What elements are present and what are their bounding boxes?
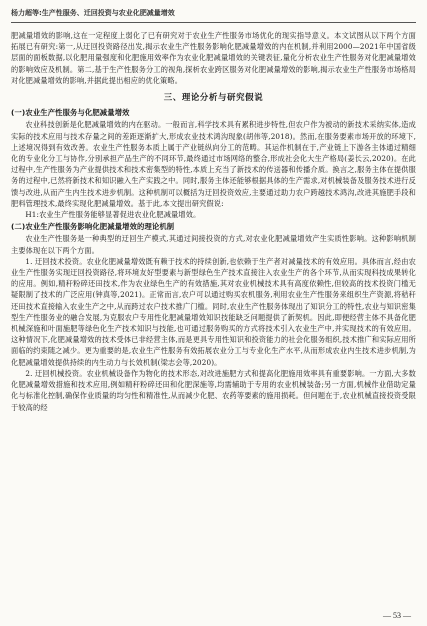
intro-paragraph: 肥减量增效的影响,这在一定程度上弱化了已有研究对于农业生产性服务市场优化的现实指导意义。本文试图从以下两个方面拓展已有研究:第一,从迂回投资路径出发,揭示农业生产性服务影响化肥减量增效的内在机制,并利用2000—2021年中国省级层面的面板数据,以化肥用量强度和化肥施用效率作为农业化肥减量增效的关键表征,量化分析农业生产性服务对化肥减量增效的影响效应及机制。第二,基于生产性服务分工的视角,探析农业跨区服务对化肥减量增效的影响,揭示农业生产性服务市场格局对化肥减量增效的影响,并据此提出相应的优化策略。 xyxy=(11,31,416,85)
header-divider xyxy=(11,22,416,23)
mechanism-paragraph-1: 1. 迂回技术投资。农业化肥减量增效既有赖于技术的持续创新,也依赖于生产者对减量技术的有效应用。具体而言,经由农业生产性服务实现迂回投资路径,将环境友好型要素与新型绿色生产技术直接注入农业生产的各个环节,从而实现科技成果转化的应用。例如,精秆粉碎还田技术,作为农业绿色生产的有效措施,其对农业机械技术具有高度依赖性,但较高的技术投资门槛无疑限制了技术的广泛应用(钟真等,2021)。正常而言,农户可以通过购买农机服务,利用农业生产性服务来组织生产资源,将秸秆还田技术直接输入农业生产之中,从而跨过农户技术推广门槛。同时,农业生产性服务体现出了知识分工的特性,农业与知识密集型生产性服务业的融合发展,为克服农户专用性化肥减量增效知识技能缺乏问题提供了新契机。因此,即便经营主体不具备化肥机械深施和叶面施肥等绿色化生产技术知识与技能,也可通过服务购买的方式将技术引入农业生产中,并实现技术的有效应用。这种情况下,化肥减量增效的技术受体已非经营主体,而是更具专用性知识和投资能力的社会化服务组织,技术推广和实际应用所面临的约束随之减少。更为重要的是,农业生产性服务有效拓展农业分工与专业化生产水平,从而形成农业内生技术进步机制,为化肥减量增效提供持续的内生动力与长效机制(梁志会等,2020)。 xyxy=(11,256,416,367)
subsection-heading-2: (二)农业生产性服务影响化肥减量增效的理论机制 xyxy=(11,222,175,232)
article-body xyxy=(11,30,416,413)
subsection-2-paragraph: 农业生产性服务是一种典型的迂回生产模式,其通过间接投资的方式,对农业化肥减量增效产生实质性影响。这种影响机制主要体现在以下两个方面。 xyxy=(11,234,416,255)
subsection-heading-1: (一)农业生产性服务与化肥减量增效 xyxy=(11,108,130,118)
subsection-1-paragraph: 农业科技创新是化肥减量增效的内在驱动。一般而言,科学技术具有累积进步特性,但农户作为被动的新技术采纳实体,造成实际的技术应用与技术存量之间的差距逐渐扩大,形成农业技术鸿沟现象(胡伟等,2018)。然而,在服务要素市场开放的环境下,上述境况得到有效改善。农业生产性服务本质上属于产业链纵向分工的范畴。其运作机制在于,产业链上下游各主体通过精细化的专业化分工与协作,分别承担产品生产的不同环节,最终通过市场网络的整合,形成社会化大生产格局(姜长云,2020)。在此过程中,生产性服务为产业提供技术和技术密集型的特性,本质上充当了新技术的传送器和传播介质。换言之,服务主体在提供服务的过程中,已然将新技术和知识融入生产实践之中。同时,服务主体还能够根据具体的生产需求,对机械装备及服务技术进行反馈与改进,从而产生内生技术进步机制。这种机制可以概括为迂回投资效应,主要通过助力农户跨越技术鸿沟,改进其施肥手段和肥料管理技术,最终实现化肥减量增效。基于此,本文提出研究假说: xyxy=(11,120,416,208)
mechanism-paragraph-2: 2. 迂回机械投资。农业机械设备作为物化的技术形态,对改进施肥方式和提高化肥施用效率具有重要影响。一方面,大多数化肥减量增效措施和技术应用,例如精秆粉碎还田和化肥深施等,均需辅助于专用的农业机械装备;另一方面,机械作业借助定量化与标准化控制,确保作业质量的均匀性和精准性,从而减少化肥、农药等要素的施用损耗。但问题在于,农业机械直接投资受限于较高的经 xyxy=(11,368,416,412)
section-heading: 三、理论分析与研究假说 xyxy=(163,92,264,103)
running-header: 杨力超等:生产性服务、迁回投资与农业化肥减量增效 xyxy=(11,9,175,17)
hypothesis-h1: H1:农业生产性服务能够显著促进农业化肥减量增效。 xyxy=(25,210,201,220)
page-number: — 53 — xyxy=(383,611,411,620)
